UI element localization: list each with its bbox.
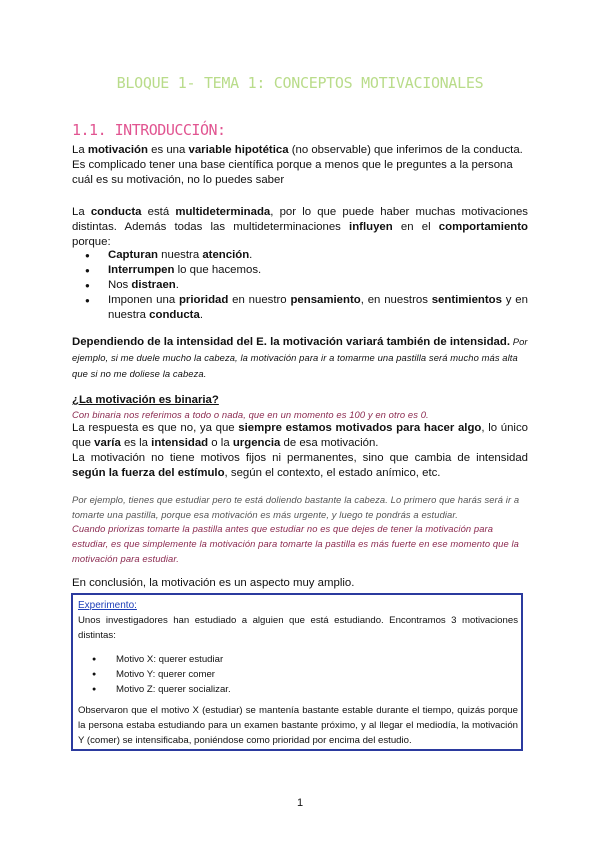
conduct-paragraph: La conducta está multideterminada, por lo que puede haber muchas motivaciones distintas. Además todas las multideterminaciones influyen en el comportamiento porque:: [72, 206, 529, 248]
list-item: ● Motivo Z: querer socializar.: [78, 682, 231, 697]
experiment-outro: Observaron que el motivo X (estudiar) se mantenía bastante estable durante el tiempo, quizás porque la persona estaba estudiando para un examen bastante próximo, y al llegar el mediodía, la motivación Y (comer) se intensificaba, poniéndose como prioridad por encima del estudio.: [78, 705, 518, 746]
binary-note: Con binaria nos referimos a todo o nada, que en un momento es 100 y en otro es 0.: [72, 409, 429, 420]
list-item: ● Nos distraen.: [72, 278, 528, 293]
intro-paragraph: La motivación es una variable hipotética (no observable) que inferimos de la conducta. Es complicado tener una base científica porque a menos que le preguntes a la persona cuál es su motivación, no lo puedes saber: [72, 144, 523, 186]
list-item: ● Motivo X: querer estudiar: [78, 652, 231, 667]
experiment-box: [71, 593, 523, 751]
example-paragraph: Por ejemplo, tienes que estudiar pero te está doliendo bastante la cabeza. Lo primero que harás será ir a tomarte una pastilla, porque esa motivación es más urgente, y luego te pondrás a estudiar.: [72, 494, 520, 520]
intensity-paragraph: Dependiendo de la intensidad del E. la motivación variará también de intensidad. Por ejemplo, si me duele mucho la cabeza, la motivación para ir a tomarme una pastilla será mucho más alta que si no me doliese la cabeza.: [72, 336, 528, 379]
section-heading: 1.1. INTRODUCCIÓN:: [72, 121, 226, 139]
list-item: ● Imponen una prioridad en nuestro pensamiento, en nuestros sentimientos y en nuestra conducta.: [72, 293, 528, 323]
experiment-intro: Unos investigadores han estudiado a alguien que está estudiando. Encontramos 3 motivaciones distintas:: [78, 615, 518, 641]
page-title: BLOQUE 1- TEMA 1: CONCEPTOS MOTIVACIONALES: [116, 74, 484, 92]
influence-list: [72, 248, 528, 323]
list-item: ● Motivo Y: querer comer: [78, 667, 231, 682]
list-item: ● Capturan nuestra atención.: [72, 248, 528, 263]
example-explanation: Cuando priorizas tomarte la pastilla antes que estudiar no es que dejes de tener la motivación para estudiar, es que simplemente la motivación para tomarte la pastilla es más fuerte en ese momento que la motivación para estudiar.: [72, 523, 519, 564]
experiment-label: Experimento:: [78, 600, 137, 611]
motive-list: [78, 652, 231, 697]
page-number: 1: [296, 797, 304, 809]
binary-answer: La respuesta es que no, ya que siempre estamos motivados para hacer algo, lo único que varía es la intensidad o la urgencia de esa motivación. La motivación no tiene motivos fijos ni permanentes, sino que cambia de intensidad según la fuerza del estímulo, según el contexto, el estado anímico, etc.: [72, 422, 528, 479]
conclusion-paragraph: En conclusión, la motivación es un aspecto muy amplio.: [72, 577, 355, 589]
binary-heading: ¿La motivación es binaria?: [72, 394, 219, 406]
list-item: ● Interrumpen lo que hacemos.: [72, 263, 528, 278]
